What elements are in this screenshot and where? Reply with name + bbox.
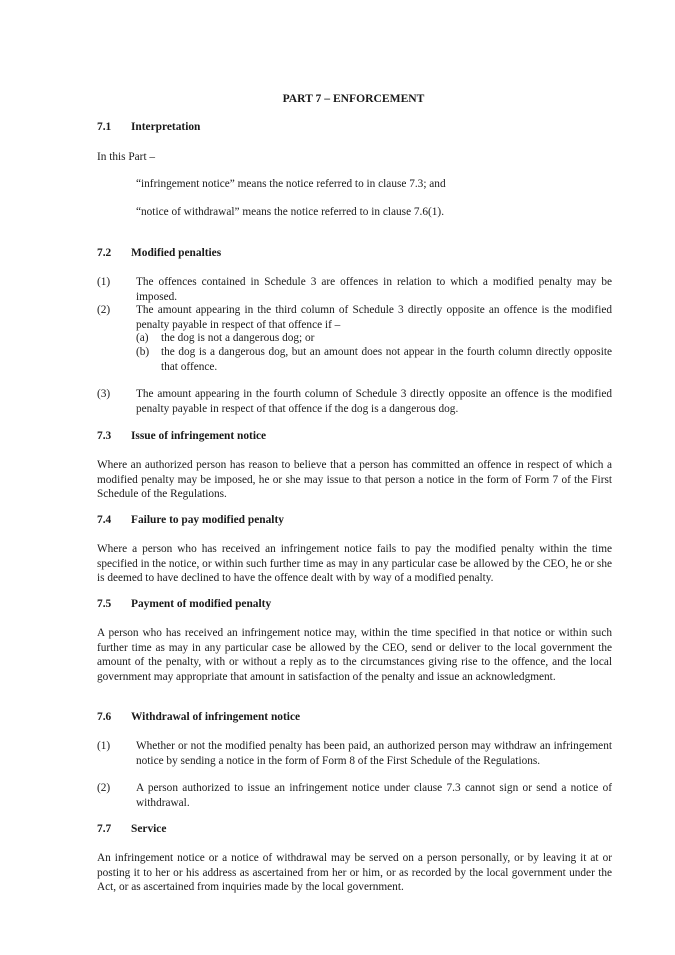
section-heading-7-3 bbox=[97, 429, 266, 444]
list-item bbox=[97, 781, 612, 810]
section-heading-7-5 bbox=[97, 597, 271, 612]
list-item bbox=[97, 387, 612, 416]
section-heading-7-7 bbox=[97, 822, 166, 837]
section-title: Service bbox=[131, 823, 167, 835]
sub-list-item bbox=[136, 345, 612, 374]
section-number: 7.3 bbox=[97, 430, 112, 442]
section-heading-7-6 bbox=[97, 710, 300, 725]
section-title: Modified penalties bbox=[131, 247, 222, 259]
section-heading-7-4 bbox=[97, 513, 284, 528]
section-title: Interpretation bbox=[131, 121, 201, 133]
paragraph: A person who has received an infringement notice may, within the time specified in that notice or within such further time as may in any particular case be allowed by the CEO, send or deliver to the local government the amount of the penalty, with or without a reply as to the circumstances giving rise to the offence, and the local government may appropriate that amount in satisfaction of the penalty and issue an acknowledgment. bbox=[97, 627, 612, 683]
section-title: Issue of infringement notice bbox=[131, 430, 267, 442]
paragraph: Where an authorized person has reason to believe that a person has committed an offence in respect of which a modified penalty may be imposed, he or she may issue to that person a notice in the form of Form 7 of the First Schedule of the Regulations. bbox=[97, 459, 612, 501]
list-item bbox=[97, 303, 612, 332]
item-text: A person authorized to issue an infringement notice under clause 7.3 cannot sign or send a notice of withdrawal. bbox=[136, 782, 612, 809]
section-number: 7.4 bbox=[97, 514, 112, 526]
item-marker: (3) bbox=[97, 388, 111, 400]
list-item bbox=[97, 739, 612, 768]
paragraph: Where a person who has received an infringement notice fails to pay the modified penalty within the time specified in the notice, or within such further time as may in any particular case be allowed by the CEO, he or she is deemed to have declined to have the offence dealt with by way of a modified penalty. bbox=[97, 543, 612, 585]
section-title: Withdrawal of infringement notice bbox=[131, 711, 301, 723]
section-number: 7.6 bbox=[97, 711, 112, 723]
paragraph: An infringement notice or a notice of withdrawal may be served on a person personally, or by leaving it at or posting it to her or his address as ascertained from her or him, or as recorded by the local government under the Act, or as ascertained from inquiries made by the local government. bbox=[97, 852, 612, 894]
item-text: the dog is not a dangerous dog; or bbox=[161, 332, 315, 344]
section-heading-7-1 bbox=[97, 120, 200, 135]
section-number: 7.1 bbox=[97, 121, 112, 133]
item-text: The offences contained in Schedule 3 are offences in relation to which a modified penalty may be imposed. bbox=[136, 276, 612, 303]
item-text: the dog is a dangerous dog, but an amount does not appear in the fourth column directly opposite that offence. bbox=[161, 346, 612, 373]
section-number: 7.7 bbox=[97, 823, 112, 835]
item-marker: (b) bbox=[136, 346, 150, 358]
section-title: Failure to pay modified penalty bbox=[131, 514, 284, 526]
item-marker: (2) bbox=[97, 782, 111, 794]
item-text: The amount appearing in the third column of Schedule 3 directly opposite an offence is the modified penalty payable in respect of that offence if – bbox=[136, 304, 612, 331]
definition: “notice of withdrawal” means the notice referred to in clause 7.6(1). bbox=[136, 206, 445, 218]
section-number: 7.2 bbox=[97, 247, 112, 259]
item-text: Whether or not the modified penalty has been paid, an authorized person may withdraw an infringement notice by sending a notice in the form of Form 8 of the First Schedule of the Regulations. bbox=[136, 740, 612, 767]
item-marker: (1) bbox=[97, 276, 111, 288]
section-title: Payment of modified penalty bbox=[131, 598, 272, 610]
sub-list-item bbox=[136, 331, 612, 346]
definition: “infringement notice” means the notice referred to in clause 7.3; and bbox=[136, 178, 446, 190]
item-marker: (a) bbox=[136, 332, 149, 344]
item-text: The amount appearing in the fourth column of Schedule 3 directly opposite an offence is the modified penalty payable in respect of that offence if the dog is a dangerous dog. bbox=[136, 388, 612, 415]
section-heading-7-2 bbox=[97, 246, 221, 261]
item-marker: (2) bbox=[97, 304, 111, 316]
paragraph: In this Part – bbox=[97, 151, 156, 163]
list-item bbox=[97, 275, 612, 304]
part-title: PART 7 – ENFORCEMENT bbox=[282, 92, 425, 105]
section-number: 7.5 bbox=[97, 598, 112, 610]
item-marker: (1) bbox=[97, 740, 111, 752]
